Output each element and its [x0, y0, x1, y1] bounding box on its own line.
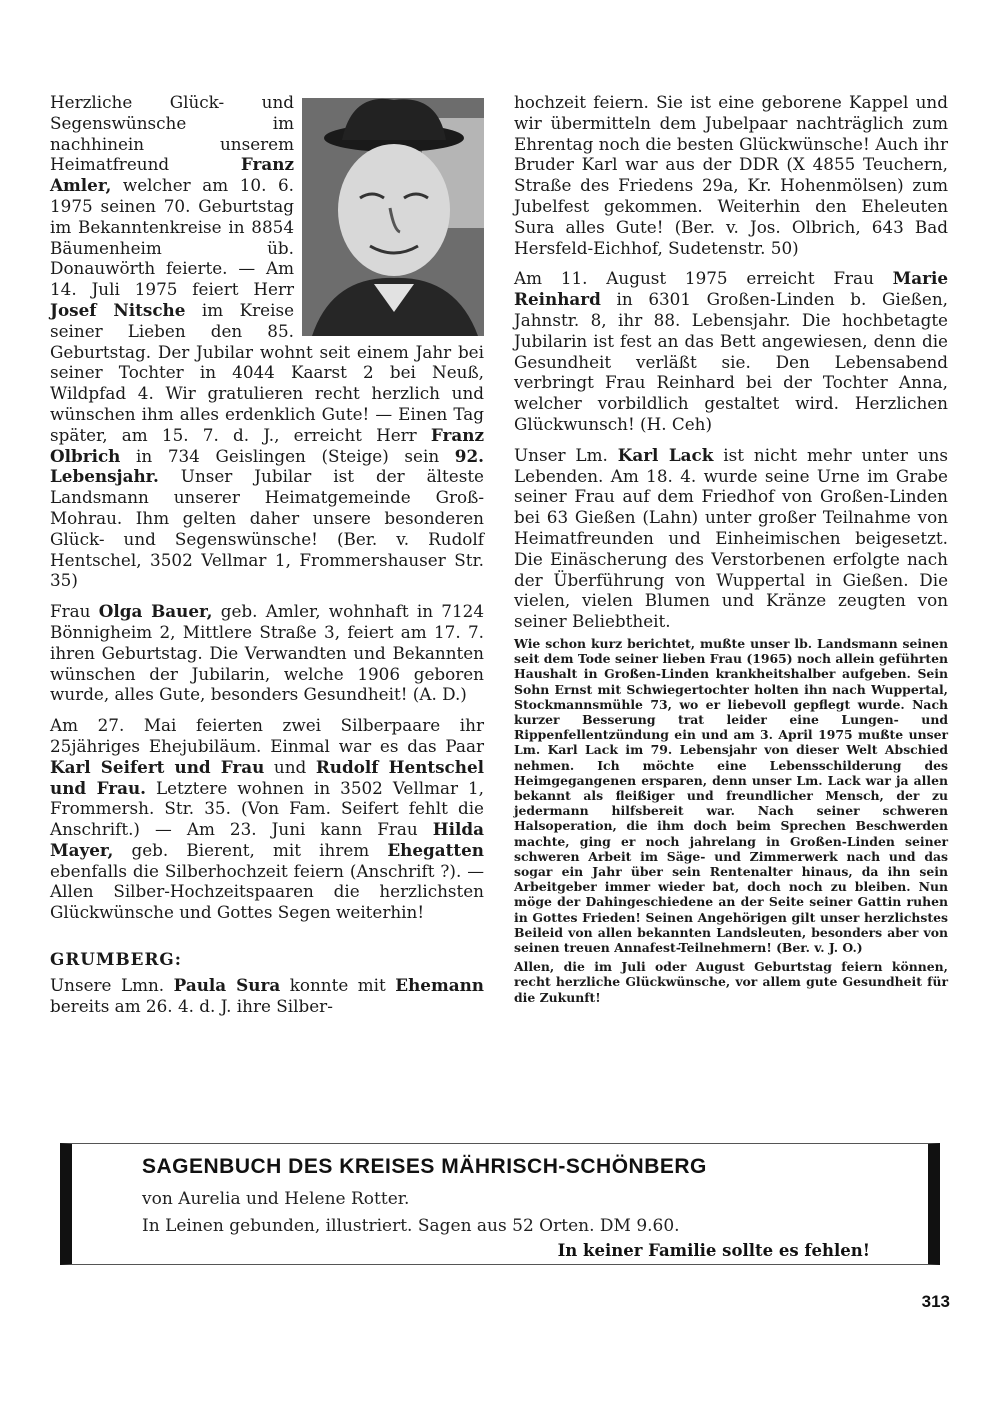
- bold-name: Franz Amler,: [50, 154, 294, 196]
- bold-name: Josef Nitsche: [50, 299, 186, 320]
- ad-details: In Leinen gebunden, illustriert. Sagen aus 52 Orten. DM 9.60.: [142, 1216, 680, 1236]
- ad-title: SAGENBUCH DES KREISES MÄHRISCH-SCHÖNBERG: [142, 1155, 707, 1178]
- page-number: 313: [921, 1292, 950, 1311]
- article-paula-sura-continued: hochzeit feiern. Sie ist eine geborene Kappel und wir übermitteln dem Jubelpaar nachträglich zum Ehrentag noch die besten Glückwünsche! Auch ihr Bruder Karl war aus der DDR (X 4855 Teuchern, Straße des Friedens 29a, Kr. Hohenmölsen) zum Jubelfest gekommen. Weiterhin den Eheleuten Sura alles Gute! (Ber. v. Jos. Olbrich, 643 Bad Hersfeld-Eichhof, Sudetenstr. 50): [514, 92, 948, 258]
- bold-name: Karl Lack: [617, 444, 714, 465]
- left-column: [50, 92, 484, 1017]
- ad-authors: von Aurelia und Helene Rotter.: [142, 1189, 410, 1209]
- portrait-illustration: [302, 98, 484, 336]
- article-paula-sura-start: Unsere Lmn. Paula Sura konnte mit Ehemann bereits am 26. 4. d. J. ihre Silber-: [50, 975, 484, 1016]
- birthday-greeting-july-august: Allen, die im Juli oder August Geburtstag feiern können, recht herzliche Glückwünsche, vor allem gute Gesundheit für die Zukunft!: [514, 959, 948, 1005]
- bold-name: Hilda Mayer,: [50, 819, 484, 860]
- bold-name: Olga Bauer,: [98, 601, 213, 622]
- bold-name: Karl Seifert und Frau: [50, 756, 265, 777]
- article-birthday-amler-nitsche-olbrich: [50, 92, 484, 591]
- article-marie-reinhard: Am 11. August 1975 erreicht Frau Marie Reinhard in 6301 Großen-Linden b. Gießen, Jahnstr. 8, ihr 88. Lebensjahr. Die hochbetagte Jubilarin ist fest an das Bett angewiesen, denn die Gesundheit verläßt sie. Den Lebensabend verbringt Frau Reinhard bei der Tochter Anna, welcher vorbildlich gestaltet wird. Herzlichen Glückwunsch! (H. Ceh): [514, 268, 948, 434]
- bold-name: Ehegatten: [387, 839, 484, 860]
- ad-slogan: In keiner Familie sollte es fehlen!: [557, 1241, 870, 1260]
- right-column: [514, 92, 948, 1005]
- bold-name: Rudolf Hentschel und Frau.: [50, 756, 485, 798]
- article-olga-bauer: Frau Olga Bauer, geb. Amler, wohnhaft in 7124 Bönnigheim 2, Mittlere Straße 3, feiert am 17. 7. ihren Geburtstag. Die Verwandten und Bekannten wünschen der Jubilarin, welche 1906 geboren wurde, alles Gute, besonders Gesundheit! (A. D.): [50, 601, 484, 705]
- bold-name: Paula Sura: [173, 975, 281, 996]
- article-karl-lack-obituary: Unser Lm. Karl Lack ist nicht mehr unter uns Lebenden. Am 18. 4. wurde seine Urne im Grabe seiner Frau auf dem Friedhof von Großen-Linden bei 63 Gießen (Lahn) unter großer Teilnahme von Heimatfreunden und Einheimischen beigesetzt. Die Einäscherung des Verstorbenen erfolgte nach der Überführung von Wuppertal in Gießen. Die vielen, vielen Blumen und Kränze zeugten von seiner Beliebtheit.: [514, 444, 949, 632]
- book-advertisement: [60, 1143, 940, 1265]
- para-text: Herzliche Glück- und Segenswünsche im nachhinein unserem Heimatfreund Franz Amler, welcher am 10. 6. 1975 seinen 70. Geburtstag im Bekanntenkreise in 8854 Bäumenheim üb. Donauwörth feierte. — Am 14. Juli 1975 feiert Herr Josef Nitsche im Kreise seiner Lieben den 85. Geburtstag. Der Jubilar wohnt seit einem Jahr bei seiner Tochter in 4044 Kaarst 2 bei Neuß, Wildpfad 4. Wir gratulieren recht herzlich und wünschen ihm alles erdenklich Gute! — Einen Tag später, am 15. 7. d. J., erreicht Herr Franz Olbrich in 734 Geislingen (Steige) sein 92. Lebensjahr. Unser Jubilar ist der älteste Landsmann unserer Heimatgemeinde Groß-Mohrau. Ihm gelten daher unsere besonderen Glück- und Segenswünsche! (Ber. v. Rudolf Hentschel, 3502 Vellmar 1, Frommershauser Str. 35): [50, 92, 484, 591]
- portrait-photo: [302, 98, 484, 336]
- article-karl-lack-detail: Wie schon kurz berichtet, mußte unser lb. Landsmann seinen seit dem Tode seiner lieben Frau (1965) noch allein geführten Haushalt in Großen-Linden krankheitshalber aufgeben. Sein Sohn Ernst mit Schwiegertochter holten ihn nach Wuppertal, Stockmannsmühle 73, wo er liebevoll gepflegt wurde. Nach kurzer Besserung trat leider eine Lungen- und Rippenfellentzündung ein und am 3. April 1975 mußte unser Lm. Karl Lack im 79. Lebensjahr von dieser Welt Abschied nehmen. Ich möchte eine Lebensschilderung des Heimgegangenen ersparen, denn unser Lm. Lack war ja allen bekannt als fleißiger und freundlicher Mensch, der zu jedermann hilfsbereit war. Nach seiner schweren Halsoperation, die ihm doch beim Sprechen Beschwerden machte, ging er noch jahrelang in Großen-Linden seiner schweren Arbeit im Säge- und Zimmerwerk nach und das sogar ein Jahr über sein Rentenalter hinaus, da ihn sein Arbeitgeber immer wieder bat, doch noch zu bleiben. Nun möge der Dahingeschiedene an der Seite seiner Gattin ruhen in Gottes Frieden! Seinen Angehörigen gilt unser herzlichstes Beileid von allen bekannten Landsleuten, besonders aber von seinen treuen Annafest-Teilnehmern! (Ber. v. J. O.): [514, 635, 948, 955]
- bold-name: Ehemann: [395, 975, 484, 996]
- article-silberpaare: Am 27. Mai feierten zwei Silberpaare ihr 25jähriges Ehejubiläum. Einmal war es das Paar Karl Seifert und Frau und Rudolf Hentschel und Frau. Letztere wohnen in 3502 Vellmar 1, Frommersh. Str. 35. (Von Fam. Seifert fehlt die Anschrift.) — Am 23. Juni kann Frau Hilda Mayer, geb. Bierent, mit ihrem Ehegatten ebenfalls die Silberhochzeit feiern (Anschrift ?). — Allen Silber-Hochzeitspaaren die herzlichsten Glückwünsche und Gottes Segen weiterhin!: [50, 715, 485, 923]
- bold-name: Marie Reinhard: [514, 268, 948, 310]
- bold-name: 92. Lebensjahr.: [50, 445, 484, 487]
- bold-name: Franz Olbrich: [50, 424, 484, 466]
- section-heading-grumberg: GRUMBERG:: [50, 949, 182, 970]
